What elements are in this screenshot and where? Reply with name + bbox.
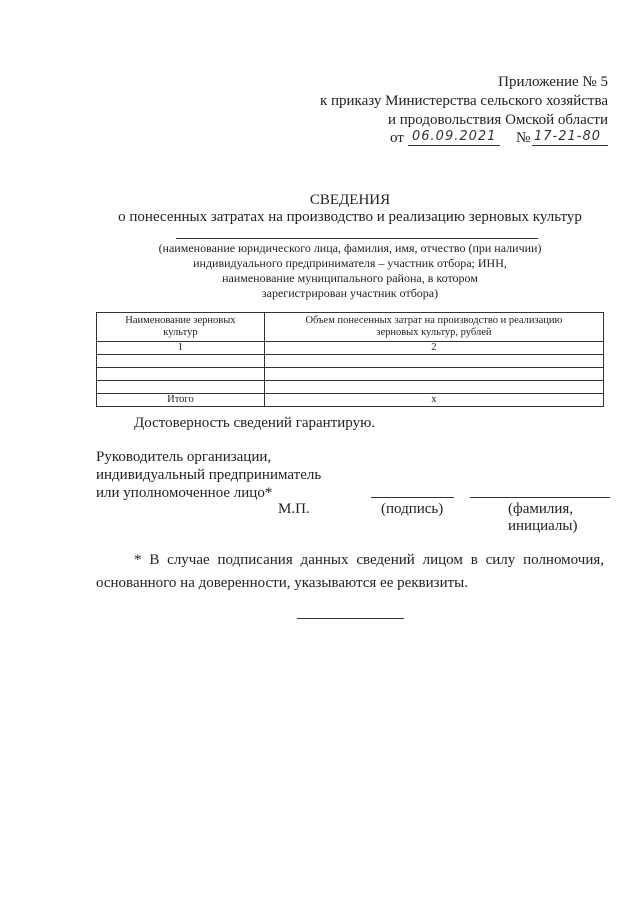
org-caption-line2: индивидуального предпринимателя – участник отбора; ИНН, xyxy=(193,256,507,270)
closing-separator xyxy=(297,618,404,619)
col-num-1: 1 xyxy=(97,342,265,355)
org-caption-line1: (наименование юридического лица, фамилия, имя, отчество (при наличии) xyxy=(158,241,542,255)
costs-table xyxy=(96,312,604,407)
appendix-order-ref: к приказу Министерства сельского хозяйства xyxy=(319,93,608,109)
table-row xyxy=(97,381,604,394)
footnote-line2: основанного на доверенности, указываются ее реквизиты. xyxy=(96,575,469,591)
org-caption-line3: наименование муниципального района, в котором xyxy=(222,271,478,285)
table-cell xyxy=(264,355,603,368)
name-caption-1: (фамилия, xyxy=(508,501,574,517)
guarantee-statement: Достоверность сведений гарантирую. xyxy=(134,415,376,431)
table-cell xyxy=(97,368,265,381)
document-title: СВЕДЕНИЯ xyxy=(309,192,391,208)
table-header-row xyxy=(97,313,604,342)
header-costs: Объем понесенных затрат на производство и реализацию зерновых культур, рублей xyxy=(264,313,603,342)
name-caption-2: инициалы) xyxy=(508,518,578,534)
date-underline xyxy=(408,145,500,146)
footnote-line1: * В случае подписания данных сведений лицом в силу полномочия, xyxy=(134,552,604,568)
signatory-line3: или уполномоченное лицо* xyxy=(96,485,273,501)
table-cell xyxy=(264,381,603,394)
org-caption-line4: зарегистрирован участник отбора) xyxy=(261,286,439,300)
number-underline xyxy=(532,145,608,146)
name-line xyxy=(470,497,610,498)
total-label: Итого xyxy=(97,394,265,407)
from-label: от xyxy=(390,130,404,146)
appendix-ministry: и продовольствия Омской области xyxy=(387,112,608,128)
appendix-date-row xyxy=(388,128,610,148)
table-cell xyxy=(264,368,603,381)
stamp-label: М.П. xyxy=(278,501,310,517)
order-date: 06.09.2021 xyxy=(412,129,497,144)
header-crop-name: Наименование зерновых культур xyxy=(97,313,265,342)
table-row xyxy=(97,355,604,368)
order-number: 17-21-80 xyxy=(534,129,602,144)
col-num-2: 2 xyxy=(264,342,603,355)
number-label: № xyxy=(516,130,531,146)
table-number-row xyxy=(97,342,604,355)
total-value: x xyxy=(264,394,603,407)
org-name-line xyxy=(176,238,538,239)
table-total-row xyxy=(97,394,604,407)
signature-line xyxy=(371,497,454,498)
signatory-line2: индивидуальный предприниматель xyxy=(96,467,322,483)
table-row xyxy=(97,368,604,381)
table-cell xyxy=(97,355,265,368)
appendix-title: Приложение № 5 xyxy=(498,74,608,90)
document-subtitle: о понесенных затратах на производство и реализацию зерновых культур xyxy=(118,209,582,225)
table-cell xyxy=(97,381,265,394)
signatory-line1: Руководитель организации, xyxy=(96,449,272,465)
signature-caption: (подпись) xyxy=(381,501,444,517)
